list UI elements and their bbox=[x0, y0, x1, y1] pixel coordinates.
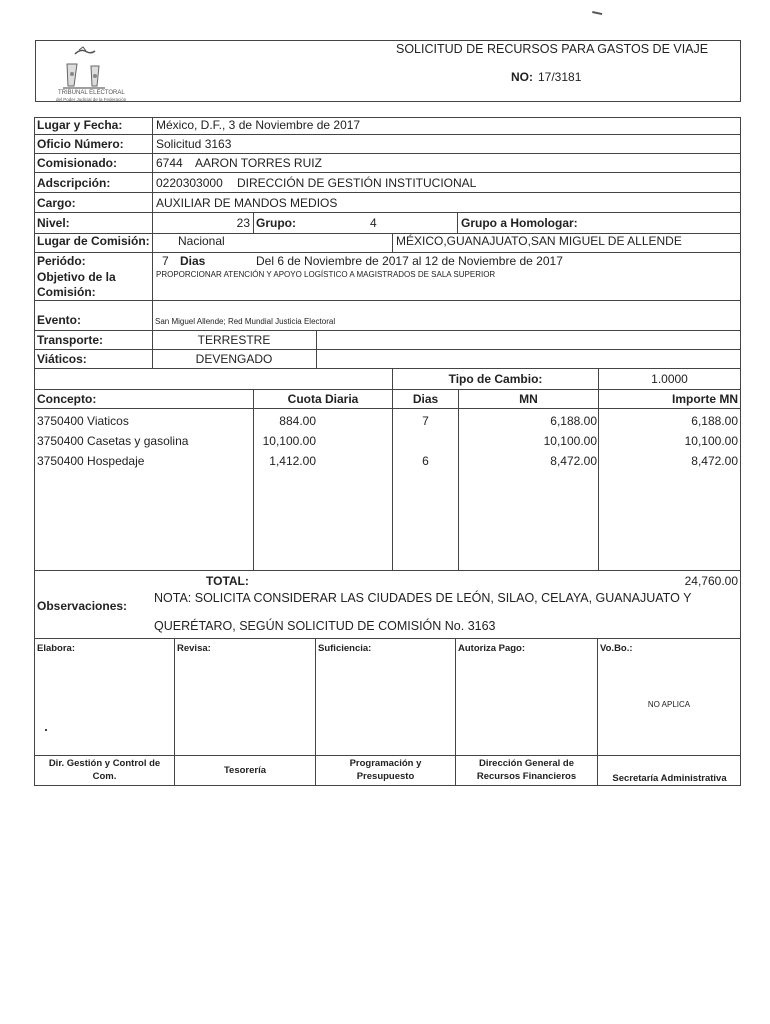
viaticos-label: Viáticos: bbox=[37, 352, 87, 366]
periodo-range: Del 6 de Noviembre de 2017 al 12 de Noviembre de 2017 bbox=[256, 254, 563, 268]
dept-secretaria: Secretaría Administrativa bbox=[612, 773, 727, 784]
transporte-value: TERRESTRE bbox=[197, 333, 271, 347]
objetivo-label-line1: Objetivo de la bbox=[37, 270, 116, 284]
nivel-value: 23 bbox=[236, 216, 250, 230]
objetivo-value: PROPORCIONAR ATENCIÓN Y APOYO LOGÍSTICO A MAGISTRADOS DE SALA SUPERIOR bbox=[156, 270, 496, 279]
row-cuota: 10,100.00 bbox=[262, 434, 316, 448]
lugar-comision-tipo: Nacional bbox=[178, 234, 225, 248]
dept-tesoreria: Tesorería bbox=[223, 765, 267, 776]
dept-recursos-line1: Dirección General de bbox=[478, 758, 575, 769]
no-label: NO: bbox=[511, 70, 533, 84]
logo-text-1: TRIBUNAL ELECTORAL bbox=[58, 90, 125, 96]
dept-programacion-line1: Programación y bbox=[349, 758, 422, 769]
lugar-comision-destino: MÉXICO,GUANAJUATO,SAN MIGUEL DE ALLENDE bbox=[396, 234, 682, 248]
comisionado-label: Comisionado: bbox=[37, 156, 117, 170]
form-outer-border bbox=[34, 117, 741, 786]
column-header-dias: Dias bbox=[412, 392, 439, 406]
no-aplica-text: NO APLICA bbox=[647, 700, 691, 709]
row-dias: 7 bbox=[422, 414, 429, 428]
column-header-importe: Importe MN bbox=[672, 392, 738, 406]
tipo-cambio-value: 1.0000 bbox=[651, 372, 688, 386]
signature-label-suficiencia: Suficiencia: bbox=[318, 643, 372, 654]
row-importe: 6,188.00 bbox=[691, 414, 738, 428]
grupo-value: 4 bbox=[370, 216, 377, 230]
cargo-label: Cargo: bbox=[37, 196, 76, 210]
lugar-comision-label: Lugar de Comisión: bbox=[37, 234, 150, 248]
observaciones-label: Observaciones: bbox=[37, 599, 128, 613]
lugar-fecha-value: México, D.F., 3 de Noviembre de 2017 bbox=[156, 118, 361, 132]
grupo-label: Grupo: bbox=[256, 216, 296, 230]
oficio-label: Oficio Número: bbox=[37, 137, 124, 151]
signature-label-elabora: Elabora: bbox=[37, 643, 76, 654]
column-header-cuota: Cuota Diaria bbox=[287, 392, 359, 406]
dept-gestion-line2: Com. bbox=[92, 771, 117, 782]
evento-value: San Miguel Allende; Red Mundial Justicia Electoral bbox=[155, 317, 336, 326]
row-mn: 6,188.00 bbox=[550, 414, 597, 428]
total-value: 24,760.00 bbox=[684, 574, 738, 588]
row-mn: 8,472.00 bbox=[550, 454, 597, 468]
periodo-label: Periódo: bbox=[37, 254, 86, 268]
observaciones-line2: QUERÉTARO, SEGÚN SOLICITUD DE COMISIÓN No. 3163 bbox=[154, 619, 496, 633]
total-label: TOTAL: bbox=[206, 574, 249, 588]
transporte-label: Transporte: bbox=[37, 333, 104, 347]
cargo-value: AUXILIAR DE MANDOS MEDIOS bbox=[156, 196, 338, 210]
row-concepto: 3750400 Casetas y gasolina bbox=[37, 434, 189, 448]
row-concepto: 3750400 Hospedaje bbox=[37, 454, 145, 468]
row-mn: 10,100.00 bbox=[543, 434, 597, 448]
oficio-value: Solicitud 3163 bbox=[156, 137, 232, 151]
logo-text-2: del Poder Judicial de la Federación bbox=[56, 97, 127, 102]
document-title: SOLICITUD DE RECURSOS PARA GASTOS DE VIAJE bbox=[396, 42, 709, 56]
periodo-unit: Dias bbox=[180, 254, 206, 268]
signature-label-autoriza: Autoriza Pago: bbox=[458, 643, 526, 654]
row-cuota: 1,412.00 bbox=[269, 454, 316, 468]
evento-label: Evento: bbox=[37, 313, 82, 327]
dept-recursos-line2: Recursos Financieros bbox=[476, 771, 577, 782]
dot-mark bbox=[45, 729, 47, 731]
scan-mark bbox=[592, 11, 603, 17]
signature-label-vobo: Vo.Bo.: bbox=[600, 643, 633, 654]
row-importe: 10,100.00 bbox=[684, 434, 738, 448]
adscripcion-label: Adscripción: bbox=[37, 176, 111, 190]
grupo-homologar-label: Grupo a Homologar: bbox=[461, 216, 578, 230]
column-header-concepto: Concepto: bbox=[37, 392, 97, 406]
row-concepto: 3750400 Viaticos bbox=[37, 414, 129, 428]
signature-label-revisa: Revisa: bbox=[177, 643, 211, 654]
adscripcion-code: 0220303000 bbox=[156, 176, 223, 190]
column-header-mn: MN bbox=[519, 392, 538, 406]
dept-programacion-line2: Presupuesto bbox=[356, 771, 415, 782]
objetivo-label-line2: Comisión: bbox=[37, 285, 96, 299]
viaticos-value: DEVENGADO bbox=[195, 352, 273, 366]
lugar-fecha-label: Lugar y Fecha: bbox=[37, 118, 123, 132]
observaciones-line1: NOTA: SOLICITA CONSIDERAR LAS CIUDADES DE LEÓN, SILAO, CELAYA, GUANAJUATO Y bbox=[154, 591, 692, 605]
comisionado-name: AARON TORRES RUIZ bbox=[195, 156, 322, 170]
periodo-number: 7 bbox=[162, 254, 169, 268]
no-value: 17/3181 bbox=[538, 70, 582, 84]
row-dias: 6 bbox=[422, 454, 429, 468]
row-cuota: 884.00 bbox=[279, 414, 316, 428]
row-importe: 8,472.00 bbox=[691, 454, 738, 468]
adscripcion-name: DIRECCIÓN DE GESTIÓN INSTITUCIONAL bbox=[237, 176, 477, 190]
tipo-cambio-label: Tipo de Cambio: bbox=[448, 372, 543, 386]
comisionado-number: 6744 bbox=[156, 156, 183, 170]
dept-gestion-line1: Dir. Gestión y Control de bbox=[48, 758, 161, 769]
nivel-label: Nivel: bbox=[37, 216, 70, 230]
